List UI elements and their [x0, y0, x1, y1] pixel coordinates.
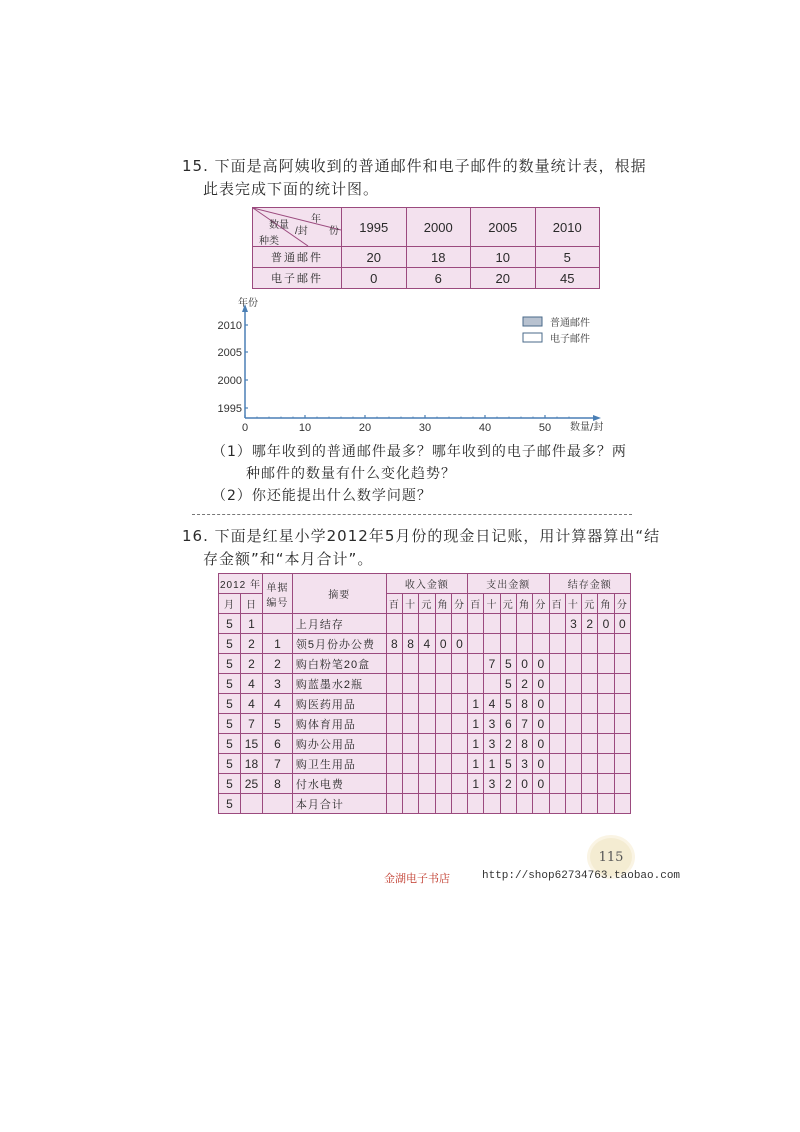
- digit-header: 分: [533, 594, 549, 614]
- question-1-line1: （1）哪年收到的普通邮件最多？哪年收到的电子邮件最多？两: [212, 444, 627, 460]
- x-axis-label: 数量/封: [570, 422, 604, 433]
- table-cell: 45: [535, 268, 600, 289]
- table-row: [219, 714, 631, 734]
- income-digit-cell: [402, 654, 418, 674]
- income-digit-cell: [419, 694, 435, 714]
- digit-header: 元: [500, 594, 516, 614]
- month-cell: 5: [219, 694, 241, 714]
- legend-label: 普通邮件: [550, 318, 590, 329]
- table-row: [253, 268, 600, 289]
- income-digit-cell: [435, 614, 451, 634]
- chart-legend: [523, 316, 590, 345]
- x-tick-label: 20: [358, 422, 372, 434]
- legend-label: 电子邮件: [550, 334, 590, 345]
- y-tick-label: 2005: [217, 347, 242, 359]
- expense-digit-cell: 0: [533, 734, 549, 754]
- income-digit-cell: [386, 794, 402, 814]
- expense-digit-cell: [468, 634, 484, 654]
- income-digit-cell: [419, 674, 435, 694]
- expense-digit-cell: [468, 614, 484, 634]
- income-digit-cell: [386, 714, 402, 734]
- expense-digit-cell: 4: [484, 694, 500, 714]
- x-tick-label: 40: [478, 422, 492, 434]
- month-cell: 5: [219, 634, 241, 654]
- expense-digit-cell: [533, 634, 549, 654]
- doc-no-cell: 8: [262, 774, 292, 794]
- income-digit-cell: [435, 694, 451, 714]
- corner-kind-label: 种类: [259, 236, 279, 247]
- expense-digit-cell: 0: [533, 654, 549, 674]
- summary-cell: 领5月份办公费: [292, 634, 386, 654]
- balance-digit-cell: [582, 714, 598, 734]
- doc-no-cell: 4: [262, 694, 292, 714]
- expense-digit-cell: 0: [533, 714, 549, 734]
- month-cell: 5: [219, 614, 241, 634]
- summary-cell: 本月合计: [292, 794, 386, 814]
- table-row: [219, 654, 631, 674]
- income-digit-cell: [451, 794, 467, 814]
- corner-year-label: 年: [311, 214, 321, 225]
- summary-cell: 购医药用品: [292, 694, 386, 714]
- day-cell: 4: [240, 674, 262, 694]
- table-cell: 20: [342, 247, 407, 268]
- balance-digit-cell: [549, 674, 565, 694]
- expense-digit-cell: 5: [500, 654, 516, 674]
- income-header: 收入金额: [386, 574, 467, 594]
- digit-header: 分: [614, 594, 630, 614]
- expense-digit-cell: [533, 794, 549, 814]
- income-digit-cell: [402, 714, 418, 734]
- expense-digit-cell: [484, 614, 500, 634]
- doc-no-cell: 3: [262, 674, 292, 694]
- year-header: 2005: [471, 208, 536, 247]
- income-digit-cell: [386, 734, 402, 754]
- balance-digit-cell: [614, 794, 630, 814]
- problem-16-line2: 存金额”和“本月合计”。: [203, 550, 374, 568]
- table-corner-header: 年 份 数量 /封 种类: [253, 208, 342, 247]
- summary-cell: 购卫生用品: [292, 754, 386, 774]
- digit-header: 分: [451, 594, 467, 614]
- expense-digit-cell: 0: [533, 674, 549, 694]
- digit-header: 元: [419, 594, 435, 614]
- expense-digit-cell: 1: [484, 754, 500, 774]
- x-tick-label: 50: [538, 422, 552, 434]
- question-2: （2）你还能提出什么数学问题？: [212, 488, 432, 504]
- income-digit-cell: [386, 654, 402, 674]
- income-digit-cell: [386, 774, 402, 794]
- month-cell: 5: [219, 754, 241, 774]
- balance-digit-cell: [582, 674, 598, 694]
- income-digit-cell: 8: [402, 634, 418, 654]
- expense-digit-cell: 3: [484, 774, 500, 794]
- month-cell: 5: [219, 654, 241, 674]
- expense-digit-cell: 1: [468, 714, 484, 734]
- balance-digit-cell: [614, 634, 630, 654]
- balance-digit-cell: [582, 794, 598, 814]
- expense-digit-cell: 1: [468, 734, 484, 754]
- row-label: 普通邮件: [253, 247, 342, 268]
- expense-digit-cell: 3: [484, 734, 500, 754]
- balance-digit-cell: [549, 774, 565, 794]
- income-digit-cell: [402, 614, 418, 634]
- expense-digit-cell: [468, 794, 484, 814]
- balance-digit-cell: [549, 614, 565, 634]
- expense-digit-cell: 7: [484, 654, 500, 674]
- problem-number: 16.: [182, 527, 209, 545]
- month-cell: 5: [219, 714, 241, 734]
- income-digit-cell: [451, 754, 467, 774]
- day-cell: 25: [240, 774, 262, 794]
- income-digit-cell: [435, 654, 451, 674]
- problem-15-line1: 下面是高阿姨收到的普通邮件和电子邮件的数量统计表，根据: [214, 157, 647, 175]
- expense-digit-cell: 2: [500, 734, 516, 754]
- day-header: 日: [240, 594, 262, 614]
- balance-digit-cell: [565, 654, 581, 674]
- day-cell: [240, 794, 262, 814]
- expense-digit-cell: 5: [500, 674, 516, 694]
- digit-header: 角: [435, 594, 451, 614]
- expense-digit-cell: 1: [468, 754, 484, 774]
- expense-digit-cell: [516, 794, 532, 814]
- income-digit-cell: [386, 614, 402, 634]
- legend-swatch: [523, 333, 542, 342]
- expense-digit-cell: [468, 654, 484, 674]
- table-row: [219, 794, 631, 814]
- problem-15-line2: 此表完成下面的统计图。: [203, 180, 380, 198]
- doc-no-cell: 1: [262, 634, 292, 654]
- income-digit-cell: 0: [451, 634, 467, 654]
- balance-header: 结存金额: [549, 574, 631, 594]
- expense-digit-cell: [500, 614, 516, 634]
- balance-digit-cell: [598, 754, 614, 774]
- income-digit-cell: [402, 794, 418, 814]
- income-digit-cell: [451, 674, 467, 694]
- digit-header: 十: [484, 594, 500, 614]
- corner-fen-label: 份: [329, 226, 339, 237]
- day-cell: 1: [240, 614, 262, 634]
- expense-digit-cell: 7: [516, 714, 532, 734]
- balance-digit-cell: 2: [582, 614, 598, 634]
- income-digit-cell: [402, 734, 418, 754]
- row-label: 电子邮件: [253, 268, 342, 289]
- balance-digit-cell: [565, 794, 581, 814]
- balance-digit-cell: [614, 754, 630, 774]
- day-cell: 4: [240, 694, 262, 714]
- legend-swatch: [523, 317, 542, 326]
- balance-digit-cell: [614, 714, 630, 734]
- digit-header: 角: [598, 594, 614, 614]
- balance-digit-cell: [598, 654, 614, 674]
- income-digit-cell: [402, 674, 418, 694]
- day-cell: 7: [240, 714, 262, 734]
- expense-digit-cell: 5: [500, 694, 516, 714]
- balance-digit-cell: [598, 694, 614, 714]
- summary-cell: 上月结存: [292, 614, 386, 634]
- table-row: [219, 774, 631, 794]
- income-digit-cell: [419, 714, 435, 734]
- income-digit-cell: [435, 754, 451, 774]
- expense-digit-cell: 0: [533, 754, 549, 774]
- problem-15-title: [182, 155, 647, 177]
- income-digit-cell: [386, 674, 402, 694]
- y-tick-label: 2010: [217, 320, 242, 332]
- income-digit-cell: 0: [435, 634, 451, 654]
- page-number: 115: [598, 849, 624, 865]
- balance-digit-cell: [598, 794, 614, 814]
- digit-header: 百: [386, 594, 402, 614]
- expense-digit-cell: 0: [533, 694, 549, 714]
- table-row: [219, 634, 631, 654]
- table-cell: 10: [471, 247, 536, 268]
- expense-digit-cell: 2: [516, 674, 532, 694]
- summary-header: 摘要: [292, 574, 386, 614]
- summary-cell: 购办公用品: [292, 734, 386, 754]
- income-digit-cell: [435, 674, 451, 694]
- expense-digit-cell: 3: [516, 754, 532, 774]
- balance-digit-cell: [549, 754, 565, 774]
- income-digit-cell: [419, 774, 435, 794]
- balance-digit-cell: [549, 714, 565, 734]
- balance-digit-cell: [582, 774, 598, 794]
- expense-digit-cell: [484, 634, 500, 654]
- balance-digit-cell: [598, 634, 614, 654]
- balance-digit-cell: [565, 774, 581, 794]
- balance-digit-cell: [582, 694, 598, 714]
- balance-digit-cell: [582, 734, 598, 754]
- income-digit-cell: [419, 734, 435, 754]
- year-header: 2010: [535, 208, 600, 247]
- balance-digit-cell: [582, 634, 598, 654]
- expense-digit-cell: [516, 634, 532, 654]
- balance-digit-cell: 3: [565, 614, 581, 634]
- income-digit-cell: [451, 774, 467, 794]
- balance-digit-cell: 0: [598, 614, 614, 634]
- balance-digit-cell: [598, 674, 614, 694]
- expense-digit-cell: 1: [468, 694, 484, 714]
- corner-feng-label: 封: [297, 226, 308, 237]
- doc-no-cell: [262, 614, 292, 634]
- income-digit-cell: [451, 614, 467, 634]
- balance-digit-cell: [565, 634, 581, 654]
- expense-header: 支出金额: [468, 574, 549, 594]
- year-header: 1995: [342, 208, 407, 247]
- balance-digit-cell: [614, 694, 630, 714]
- income-digit-cell: [451, 694, 467, 714]
- day-cell: 2: [240, 634, 262, 654]
- problem-16-line1: 下面是红星小学2012年5月份的现金日记账，用计算器算出“结: [214, 527, 661, 545]
- income-digit-cell: [402, 774, 418, 794]
- income-digit-cell: [435, 734, 451, 754]
- balance-digit-cell: [565, 674, 581, 694]
- doc-no-cell: 2: [262, 654, 292, 674]
- shop-url[interactable]: http://shop62734763.taobao.com: [482, 870, 681, 882]
- summary-cell: 购体育用品: [292, 714, 386, 734]
- table-row: [253, 247, 600, 268]
- doc-no-cell: 7: [262, 754, 292, 774]
- problem-number: 15.: [182, 157, 209, 175]
- expense-digit-cell: 6: [500, 714, 516, 734]
- income-digit-cell: [386, 694, 402, 714]
- balance-digit-cell: [549, 654, 565, 674]
- section-divider: [192, 514, 632, 515]
- expense-digit-cell: [468, 674, 484, 694]
- expense-digit-cell: [500, 794, 516, 814]
- summary-cell: 购蓝墨水2瓶: [292, 674, 386, 694]
- expense-digit-cell: 8: [516, 734, 532, 754]
- income-digit-cell: [419, 754, 435, 774]
- problem-16-title: [182, 525, 660, 547]
- table-cell: 6: [406, 268, 471, 289]
- digit-header: 元: [582, 594, 598, 614]
- x-tick-label: 10: [298, 422, 312, 434]
- table-row: [219, 694, 631, 714]
- balance-digit-cell: [614, 774, 630, 794]
- expense-digit-cell: 0: [516, 774, 532, 794]
- corner-qty-label: 数量: [269, 220, 289, 231]
- income-digit-cell: [402, 694, 418, 714]
- doc-no-cell: [262, 794, 292, 814]
- balance-digit-cell: [614, 674, 630, 694]
- day-cell: 15: [240, 734, 262, 754]
- mail-bar-chart: [200, 290, 620, 440]
- balance-digit-cell: [549, 694, 565, 714]
- month-cell: 5: [219, 734, 241, 754]
- table-cell: 5: [535, 247, 600, 268]
- balance-digit-cell: [582, 754, 598, 774]
- balance-digit-cell: [565, 694, 581, 714]
- balance-digit-cell: [598, 734, 614, 754]
- year-header: 2012 年: [219, 574, 263, 594]
- y-tick-label: 1995: [217, 403, 242, 415]
- doc-no-header: 单据编号: [262, 574, 292, 614]
- chart-axes: [217, 304, 604, 434]
- digit-header: 百: [549, 594, 565, 614]
- digit-header: 角: [516, 594, 532, 614]
- x-tick-label: 0: [241, 422, 249, 434]
- expense-digit-cell: [484, 674, 500, 694]
- digit-header: 十: [565, 594, 581, 614]
- cash-journal-table: [218, 573, 631, 814]
- income-digit-cell: [435, 774, 451, 794]
- x-axis-arrow: [593, 415, 601, 421]
- income-digit-cell: 8: [386, 634, 402, 654]
- mail-stats-table: [252, 207, 600, 289]
- income-digit-cell: [451, 714, 467, 734]
- table-row: [219, 734, 631, 754]
- income-digit-cell: [435, 794, 451, 814]
- balance-digit-cell: [598, 774, 614, 794]
- balance-digit-cell: [565, 754, 581, 774]
- income-digit-cell: [451, 654, 467, 674]
- expense-digit-cell: 8: [516, 694, 532, 714]
- day-cell: 18: [240, 754, 262, 774]
- y-axis-label: 年份: [238, 298, 258, 309]
- table-row: [219, 754, 631, 774]
- digit-header: 百: [468, 594, 484, 614]
- income-digit-cell: [419, 614, 435, 634]
- income-digit-cell: [419, 794, 435, 814]
- summary-cell: 付水电费: [292, 774, 386, 794]
- shop-name: 金湖电子书店: [384, 872, 450, 885]
- expense-digit-cell: 2: [500, 774, 516, 794]
- month-cell: 5: [219, 774, 241, 794]
- doc-no-cell: 6: [262, 734, 292, 754]
- table-cell: 20: [471, 268, 536, 289]
- balance-digit-cell: [565, 734, 581, 754]
- question-1-line2: 种邮件的数量有什么变化趋势？: [246, 466, 456, 482]
- month-cell: 5: [219, 794, 241, 814]
- balance-digit-cell: [582, 654, 598, 674]
- balance-digit-cell: [549, 734, 565, 754]
- table-cell: 0: [342, 268, 407, 289]
- balance-digit-cell: [614, 734, 630, 754]
- expense-digit-cell: [516, 614, 532, 634]
- expense-digit-cell: 1: [468, 774, 484, 794]
- expense-digit-cell: [533, 614, 549, 634]
- income-digit-cell: [451, 734, 467, 754]
- expense-digit-cell: 3: [484, 714, 500, 734]
- expense-digit-cell: [500, 634, 516, 654]
- expense-digit-cell: 0: [533, 774, 549, 794]
- doc-no-cell: 5: [262, 714, 292, 734]
- y-tick-label: 2000: [217, 375, 242, 387]
- balance-digit-cell: [549, 634, 565, 654]
- day-cell: 2: [240, 654, 262, 674]
- balance-digit-cell: [565, 714, 581, 734]
- balance-digit-cell: [598, 714, 614, 734]
- income-digit-cell: [386, 754, 402, 774]
- expense-digit-cell: 0: [516, 654, 532, 674]
- summary-cell: 购白粉笔20盒: [292, 654, 386, 674]
- month-header: 月: [219, 594, 241, 614]
- income-digit-cell: [402, 754, 418, 774]
- income-digit-cell: 4: [419, 634, 435, 654]
- balance-digit-cell: 0: [614, 614, 630, 634]
- expense-digit-cell: [484, 794, 500, 814]
- expense-digit-cell: 5: [500, 754, 516, 774]
- table-row: [219, 614, 631, 634]
- balance-digit-cell: [614, 654, 630, 674]
- x-tick-label: 30: [418, 422, 432, 434]
- balance-digit-cell: [549, 794, 565, 814]
- income-digit-cell: [419, 654, 435, 674]
- table-cell: 18: [406, 247, 471, 268]
- table-row: [219, 674, 631, 694]
- digit-header: 十: [402, 594, 418, 614]
- month-cell: 5: [219, 674, 241, 694]
- income-digit-cell: [435, 714, 451, 734]
- year-header: 2000: [406, 208, 471, 247]
